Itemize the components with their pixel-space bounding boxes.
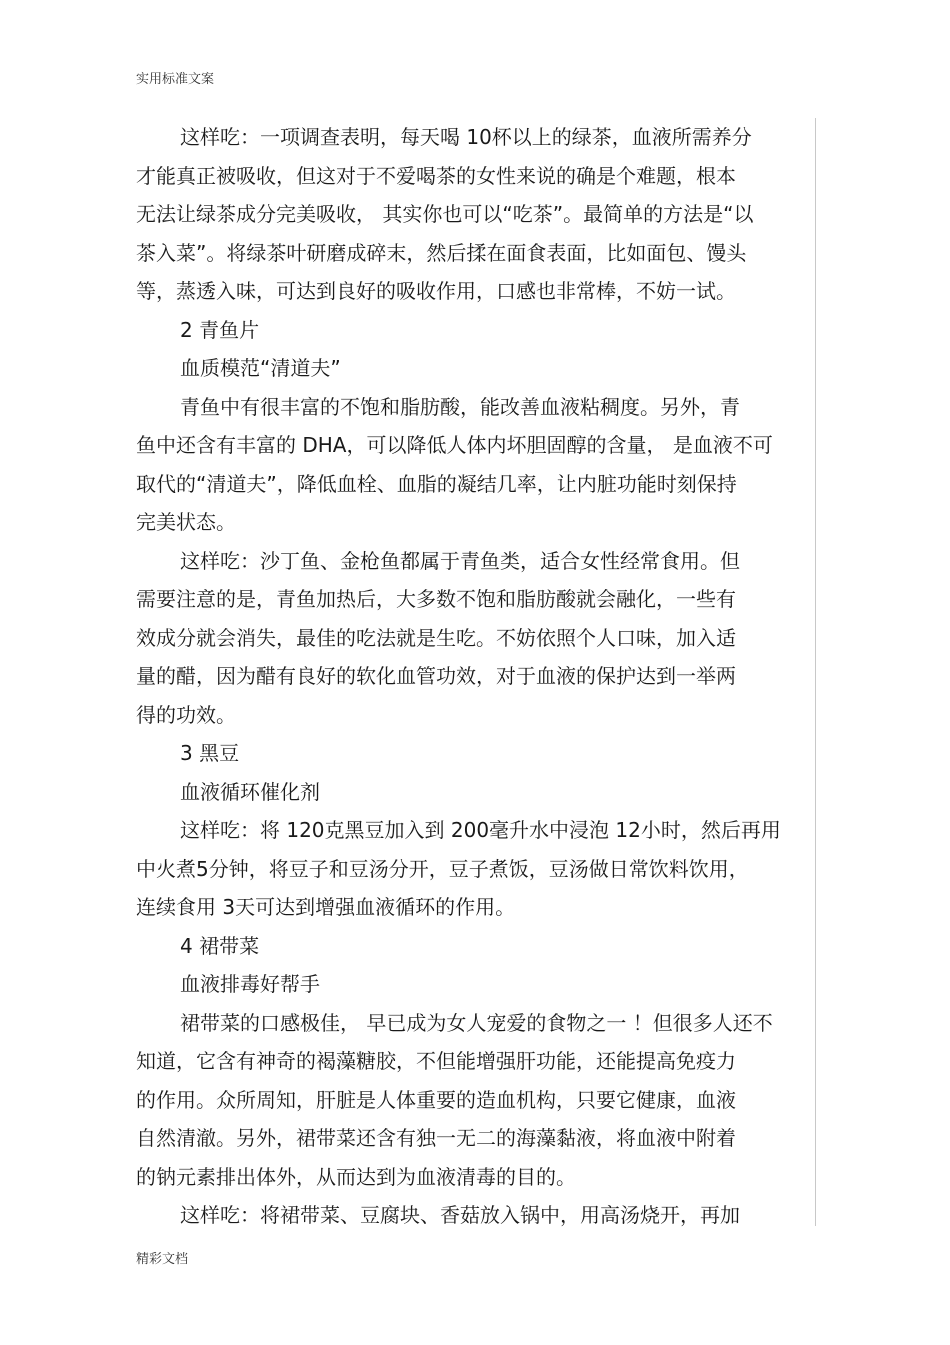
text-line: 知道，它含有神奇的褐藻糖胶，不但能增强肝功能，还能提高免疫力: [136, 1049, 736, 1073]
text-line: 中火煮5分钟，将豆子和豆汤分开，豆子煮饭，豆汤做日常饮料饮用，: [136, 856, 749, 881]
text-line: 鱼中还含有丰富的 DHA，可以降低人体内坏胆固醇的含量， 是血液不可: [136, 433, 773, 457]
text-line: 血液循环催化剂: [180, 779, 320, 804]
text-line: 茶入菜”。将绿茶叶研磨成碎末，然后揉在面食表面，比如面包、馒头: [136, 240, 747, 265]
text-line: 取代的“清道夫”，降低血栓、血脂的凝结几率，让内脏功能时刻保持: [136, 471, 737, 496]
text-line: 3 黑豆: [180, 741, 240, 765]
text-line: 4 裙带菜: [180, 933, 260, 958]
text-line: 青鱼中有很丰富的不饱和脂肪酸，能改善血液粘稠度。另外，青: [180, 394, 740, 419]
text-line: 的作用。众所周知，肝脏是人体重要的造血机构，只要它健康，血液: [136, 1087, 736, 1112]
text-line: 完美状态。: [136, 510, 236, 534]
text-line: 得的功效。: [136, 702, 236, 727]
text-line: 血液排毒好帮手: [180, 972, 320, 996]
page-footer: 精彩文档: [136, 1252, 189, 1267]
text-line: 这样吃：沙丁鱼、金枪鱼都属于青鱼类，适合女性经常食用。但: [180, 548, 740, 573]
text-line: 需要注意的是，青鱼加热后，大多数不饱和脂肪酸就会融化，一些有: [136, 587, 736, 611]
page-header: 实用标准文案: [136, 72, 215, 87]
text-line: 自然清澈。另外，裙带菜还含有独一无二的海藻黏液，将血液中附着: [136, 1126, 736, 1150]
text-line: 这样吃：一项调查表明，每天喝 10杯以上的绿茶，血液所需养分: [180, 125, 752, 149]
text-line: 这样吃：将裙带菜、豆腐块、香菇放入锅中，用高汤烧开，再加: [180, 1203, 740, 1227]
document-body: [136, 118, 810, 1235]
text-line: 连续食用 3天可达到增强血液循环的作用。: [136, 895, 516, 919]
text-line: 裙带菜的口感极佳， 早已成为女人宠爱的食物之一 ！但很多人还不: [180, 1010, 773, 1035]
text-line: 血质模范“清道夫”: [180, 356, 341, 380]
text-line: 的钠元素排出体外，从而达到为血液清毒的目的。: [136, 1164, 576, 1189]
text-line: 才能真正被吸收，但这对于不爱喝茶的女性来说的确是个难题，根本: [136, 163, 736, 188]
text-line: 无法让绿茶成分完美吸收， 其实你也可以“吃茶”。最简单的方法是“以: [136, 202, 754, 226]
text-line: 效成分就会消失，最佳的吃法就是生吃。不妨依照个人口味，加入适: [136, 625, 736, 650]
margin-rule: [815, 118, 816, 1226]
text-line: 等，蒸透入味，可达到良好的吸收作用，口感也非常棒，不妨一试。: [136, 279, 736, 303]
text-line: 量的醋，因为醋有良好的软化血管功效，对于血液的保护达到一举两: [136, 664, 736, 688]
text-line: 这样吃：将 120克黑豆加入到 200毫升水中浸泡 12小时，然后再用: [180, 818, 781, 842]
text-line: 2 青鱼片: [180, 317, 260, 342]
